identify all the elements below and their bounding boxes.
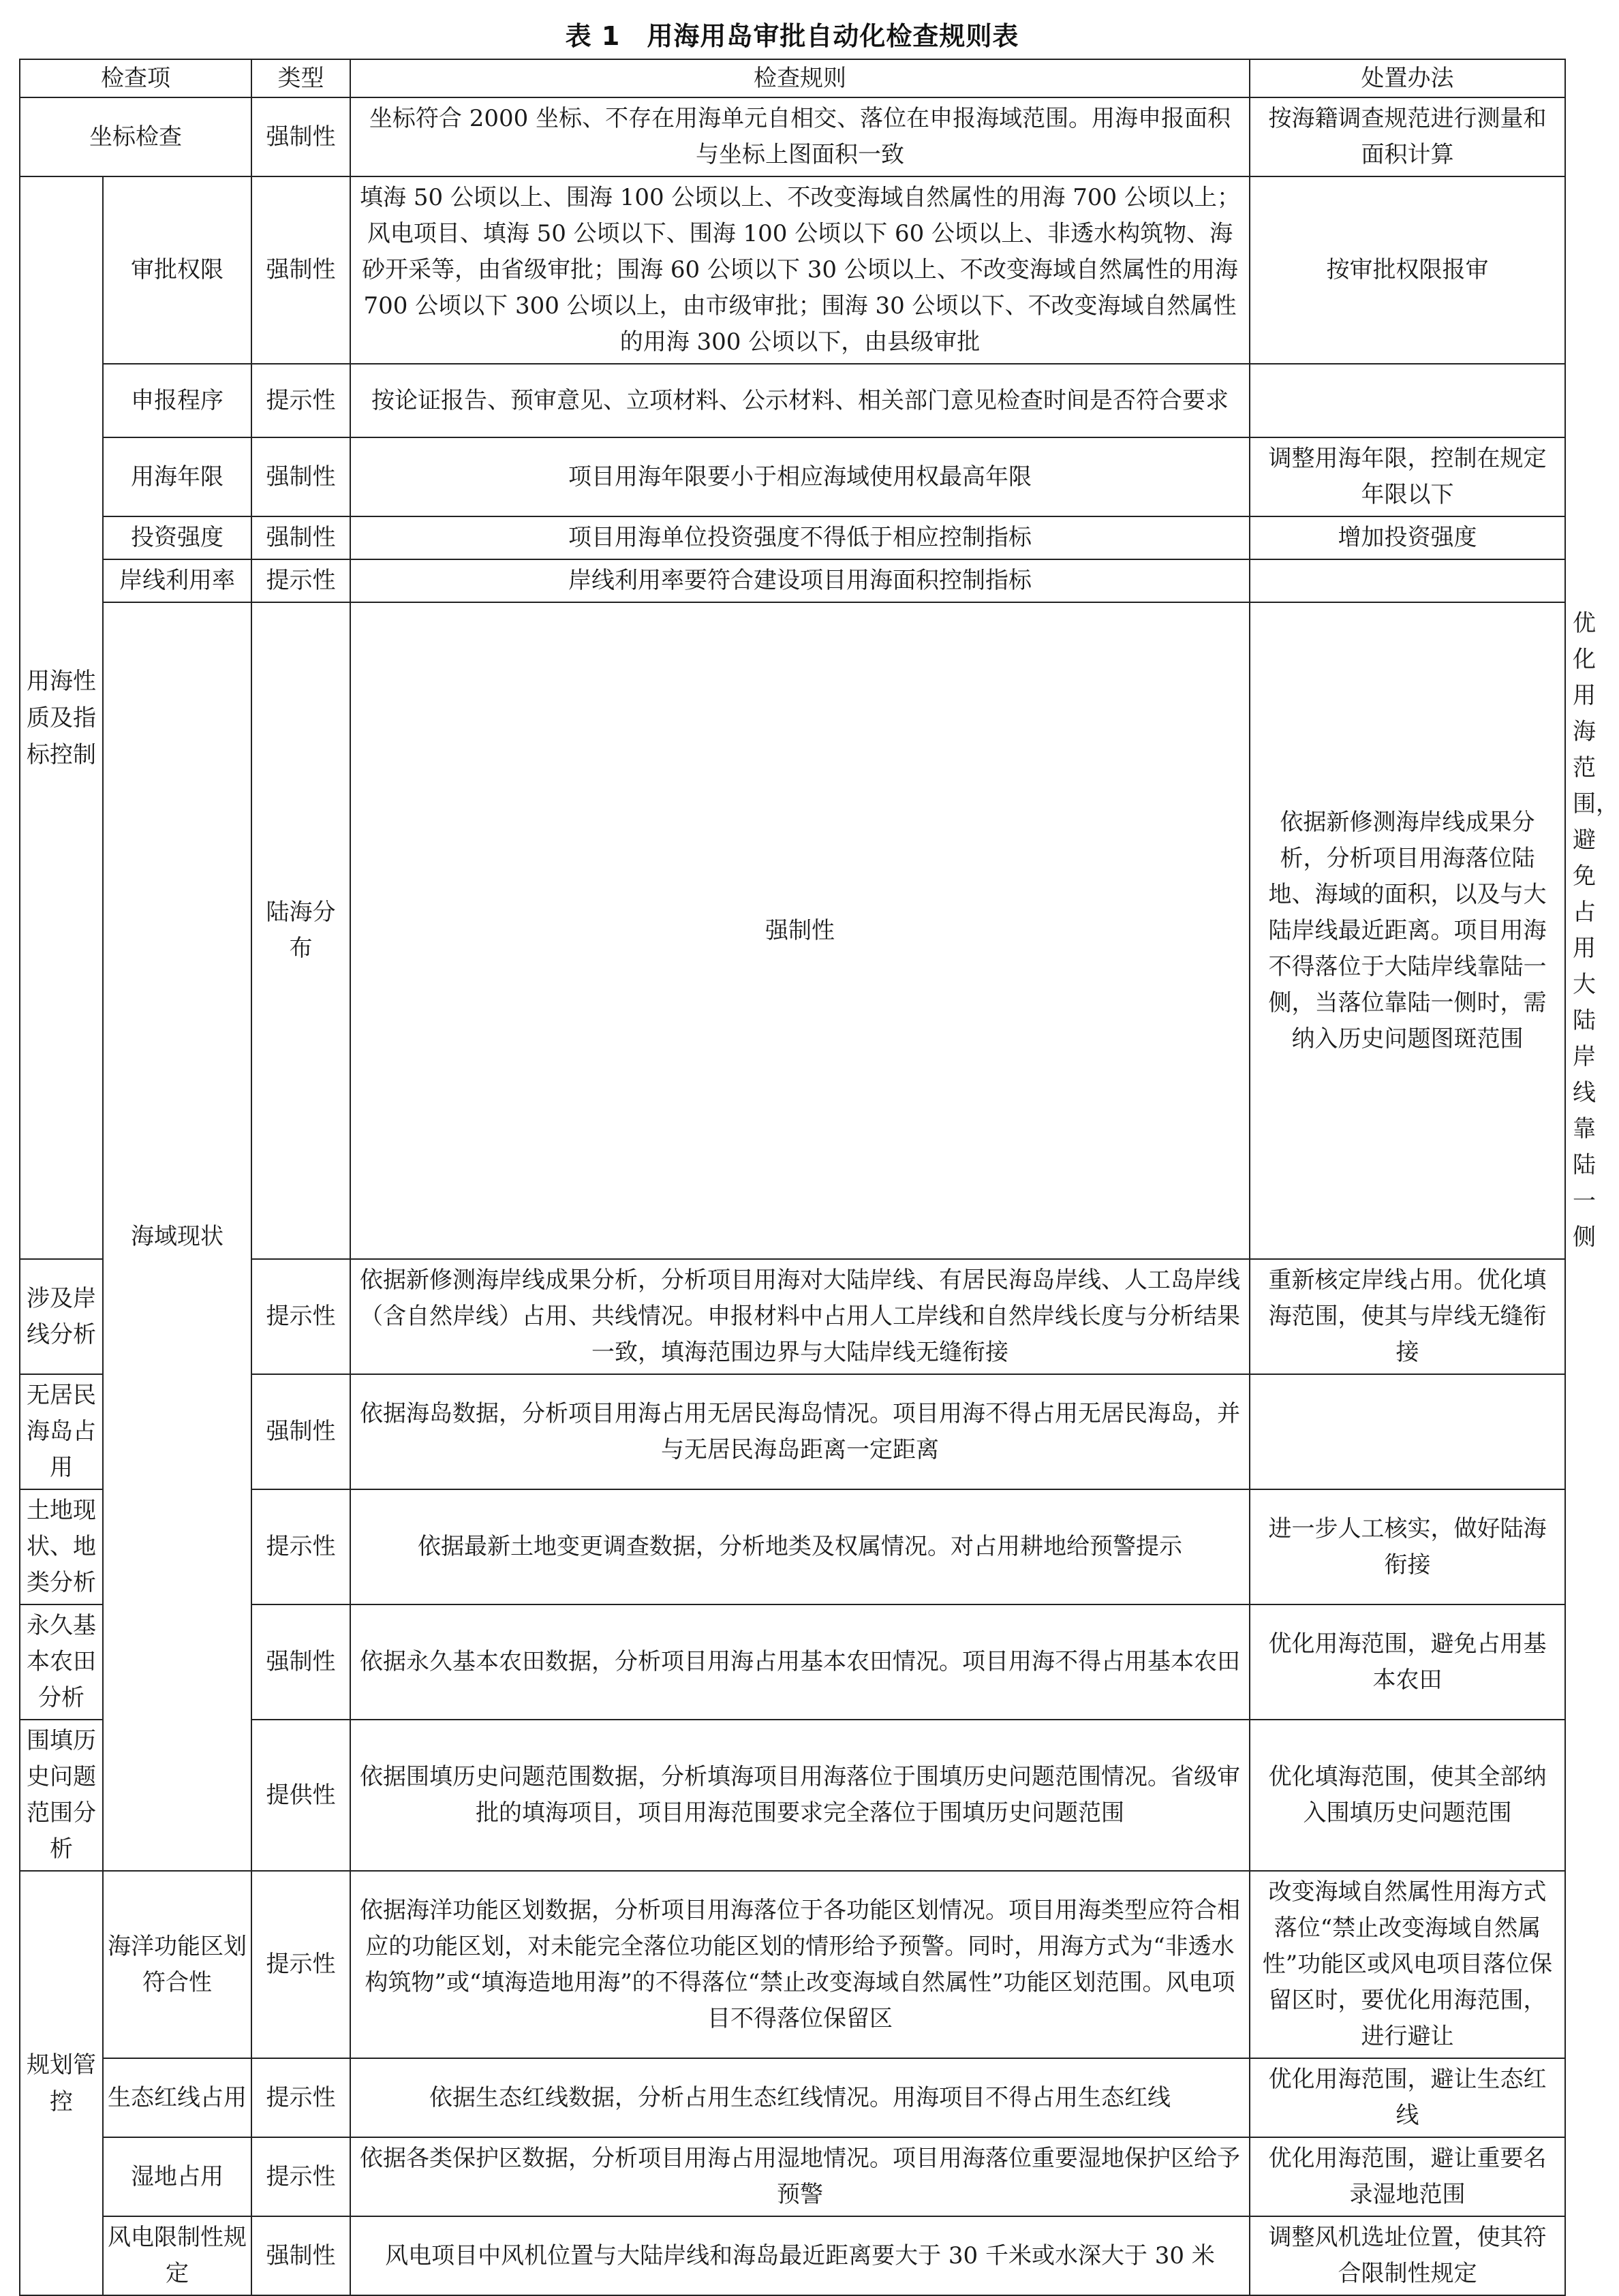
check-item: 风电限制性规定 bbox=[103, 2216, 251, 2295]
rule-type: 提示性 bbox=[251, 1259, 350, 1374]
table-row bbox=[20, 1259, 1565, 1374]
check-item: 生态红线占用 bbox=[103, 2058, 251, 2137]
check-rule: 项目用海年限要小于相应海域使用权最高年限 bbox=[350, 437, 1250, 516]
disposal-measure: 进一步人工核实，做好陆海衔接 bbox=[1250, 1489, 1565, 1604]
check-rule: 项目用海单位投资强度不得低于相应控制指标 bbox=[350, 516, 1250, 559]
rule-type: 提示性 bbox=[251, 364, 350, 437]
check-rule: 依据生态红线数据，分析占用生态红线情况。用海项目不得占用生态红线 bbox=[350, 2058, 1250, 2137]
table-row bbox=[20, 2137, 1565, 2216]
check-rule: 坐标符合 2000 坐标、不存在用海单元自相交、落位在申报海域范围。用海申报面积与坐标上图面积一致 bbox=[350, 97, 1250, 176]
table-row bbox=[20, 1720, 1565, 1871]
check-item: 土地现状、地类分析 bbox=[20, 1489, 103, 1604]
check-rule: 岸线利用率要符合建设项目用海面积控制指标 bbox=[350, 559, 1250, 602]
table-row bbox=[20, 2216, 1565, 2295]
table-row bbox=[20, 2058, 1565, 2137]
table-row bbox=[20, 1604, 1565, 1720]
check-rule: 依据最新土地变更调查数据，分析地类及权属情况。对占用耕地给预警提示 bbox=[350, 1489, 1250, 1604]
rule-type: 强制性 bbox=[251, 176, 350, 364]
header-rule: 检查规则 bbox=[350, 59, 1250, 97]
group-label: 规划管控 bbox=[20, 1871, 103, 2295]
check-item: 投资强度 bbox=[103, 516, 251, 559]
check-item: 岸线利用率 bbox=[103, 559, 251, 602]
disposal-measure: 按海籍调查规范进行测量和面积计算 bbox=[1250, 97, 1565, 176]
rule-type: 强制性 bbox=[350, 602, 1250, 1259]
rule-type: 强制性 bbox=[251, 2216, 350, 2295]
table-row bbox=[20, 559, 1565, 602]
check-rule: 依据永久基本农田数据，分析项目用海占用基本农田情况。项目用海不得占用基本农田 bbox=[350, 1604, 1250, 1720]
header-type: 类型 bbox=[251, 59, 350, 97]
disposal-measure: 调整风机选址位置，使其符合限制性规定 bbox=[1250, 2216, 1565, 2295]
table-row: 海域现状 陆海分布 强制性 依据新修测海岸线成果分析，分析项目用海落位陆地、海域的面积，以及与大陆岸线最近距离。项目用海不得落位于大陆岸线靠陆一侧，当落位靠陆一侧时，需纳入历史问题图斑范围 优化用海范围，避免占用大陆岸线靠陆一侧 bbox=[20, 602, 1565, 1259]
rule-type: 强制性 bbox=[251, 437, 350, 516]
check-item: 无居民海岛占用 bbox=[20, 1374, 103, 1489]
check-item: 湿地占用 bbox=[103, 2137, 251, 2216]
check-item: 永久基本农田分析 bbox=[20, 1604, 103, 1720]
disposal-measure: 按审批权限报审 bbox=[1250, 176, 1565, 364]
table-row bbox=[20, 1489, 1565, 1604]
disposal-measure bbox=[1250, 364, 1565, 437]
disposal-measure: 优化用海范围，避免占用基本农田 bbox=[1250, 1604, 1565, 1720]
rule-type: 强制性 bbox=[251, 1604, 350, 1720]
check-item: 用海年限 bbox=[103, 437, 251, 516]
table-row bbox=[20, 1871, 1565, 2058]
disposal-measure bbox=[1250, 1374, 1565, 1489]
rule-type: 提示性 bbox=[251, 1871, 350, 2058]
check-rule: 依据围填历史问题范围数据，分析填海项目用海落位于围填历史问题范围情况。省级审批的填海项目，项目用海范围要求完全落位于围填历史问题范围 bbox=[350, 1720, 1250, 1871]
disposal-measure: 优化用海范围，避让生态红线 bbox=[1250, 2058, 1565, 2137]
rule-type: 提供性 bbox=[251, 1720, 350, 1871]
rule-type: 提示性 bbox=[251, 2058, 350, 2137]
check-rule: 依据新修测海岸线成果分析，分析项目用海对大陆岸线、有居民海岛岸线、人工岛岸线（含自然岸线）占用、共线情况。申报材料中占用人工岸线和自然岸线长度与分析结果一致，填海范围边界与大陆岸线无缝衔接 bbox=[350, 1259, 1250, 1374]
check-rule: 依据海洋功能区划数据，分析项目用海落位于各功能区划情况。项目用海类型应符合相应的功能区划，对未能完全落位功能区划的情形给予预警。同时，用海方式为“非透水构筑物”或“填海造地用海”的不得落位“禁止改变海域自然属性”功能区划范围。风电项目不得落位保留区 bbox=[350, 1871, 1250, 2058]
table-row bbox=[20, 176, 1565, 364]
table-row bbox=[20, 516, 1565, 559]
table-row bbox=[20, 437, 1565, 516]
table-row bbox=[20, 364, 1565, 437]
header-item: 检查项 bbox=[20, 59, 251, 97]
check-rule: 按论证报告、预审意见、立项材料、公示材料、相关部门意见检查时间是否符合要求 bbox=[350, 364, 1250, 437]
table-header-row bbox=[20, 59, 1565, 97]
check-item: 审批权限 bbox=[103, 176, 251, 364]
table-row bbox=[20, 97, 1565, 176]
rule-type: 提示性 bbox=[251, 2137, 350, 2216]
disposal-measure: 调整用海年限，控制在规定年限以下 bbox=[1250, 437, 1565, 516]
rule-type: 提示性 bbox=[251, 559, 350, 602]
group-label: 用海性质及指标控制 bbox=[20, 176, 103, 1259]
check-rule: 依据各类保护区数据，分析项目用海占用湿地情况。项目用海落位重要湿地保护区给予预警 bbox=[350, 2137, 1250, 2216]
check-item: 涉及岸线分析 bbox=[20, 1259, 103, 1374]
check-item: 围填历史问题范围分析 bbox=[20, 1720, 103, 1871]
disposal-measure: 优化用海范围，避让重要名录湿地范围 bbox=[1250, 2137, 1565, 2216]
disposal-measure: 重新核定岸线占用。优化填海范围，使其与岸线无缝衔接 bbox=[1250, 1259, 1565, 1374]
header-measure: 处置办法 bbox=[1250, 59, 1565, 97]
rule-type: 强制性 bbox=[251, 97, 350, 176]
disposal-measure: 改变海域自然属性用海方式落位“禁止改变海域自然属性”功能区或风电项目落位保留区时，要优化用海范围，进行避让 bbox=[1250, 1871, 1565, 2058]
check-rule: 填海 50 公顷以上、围海 100 公顷以上、不改变海域自然属性的用海 700 公顷以上；风电项目、填海 50 公顷以下、围海 100 公顷以下 60 公顷以上、非透水构筑物、海砂开采等，由省级审批；围海 60 公顷以下 30 公顷以上、不改变海域自然属性的用海 700 公顷以下 300 公顷以上，由市级审批；围海 30 公顷以下、不改变海域自然属性的用海 300 公顷以下，由县级审批 bbox=[350, 176, 1250, 364]
group-label: 海域现状 bbox=[103, 602, 251, 1871]
disposal-measure: 增加投资强度 bbox=[1250, 516, 1565, 559]
table-row bbox=[20, 1374, 1565, 1489]
check-item: 坐标检查 bbox=[20, 97, 251, 176]
check-rule: 风电项目中风机位置与大陆岸线和海岛最近距离要大于 30 千米或水深大于 30 米 bbox=[350, 2216, 1250, 2295]
rule-type: 提示性 bbox=[251, 1489, 350, 1604]
check-item: 海洋功能区划符合性 bbox=[103, 1871, 251, 2058]
rules-table bbox=[19, 59, 1619, 2296]
rule-type: 强制性 bbox=[251, 1374, 350, 1489]
disposal-measure bbox=[1250, 559, 1565, 602]
check-rule: 依据新修测海岸线成果分析，分析项目用海落位陆地、海域的面积，以及与大陆岸线最近距离。项目用海不得落位于大陆岸线靠陆一侧，当落位靠陆一侧时，需纳入历史问题图斑范围 bbox=[1250, 602, 1565, 1259]
table-title: 表 1 用海用岛审批自动化检查规则表 bbox=[565, 21, 1019, 51]
disposal-measure: 优化填海范围，使其全部纳入围填历史问题范围 bbox=[1250, 1720, 1565, 1871]
check-rule: 依据海岛数据，分析项目用海占用无居民海岛情况。项目用海不得占用无居民海岛，并与无居民海岛距离一定距离 bbox=[350, 1374, 1250, 1489]
check-item: 申报程序 bbox=[103, 364, 251, 437]
rule-type: 强制性 bbox=[251, 516, 350, 559]
check-item: 陆海分布 bbox=[251, 602, 350, 1259]
